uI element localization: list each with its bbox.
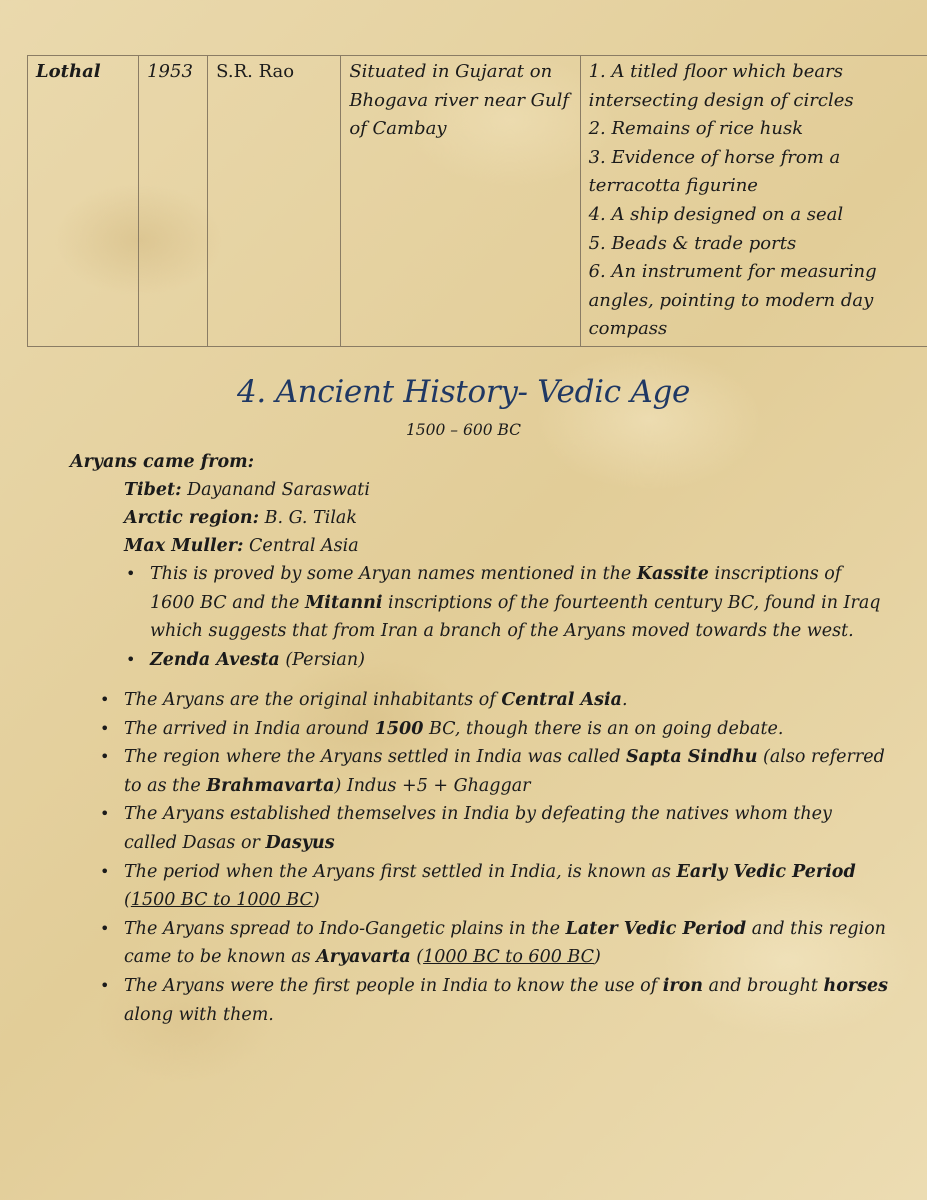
keyword: Mitanni [304, 592, 383, 613]
keyword: Zenda Avesta [150, 649, 280, 670]
list-item: • The arrived in India around 1500 BC, though there is an on going debate. [98, 715, 888, 744]
excavator-cell: S.R. Rao [208, 56, 341, 347]
feature-item: 6. An instrument for measuring angles, pointing to modern day compass [588, 261, 877, 340]
origin-tibet [124, 476, 370, 505]
list-item: • The Aryans were the first people in India to know the use of iron and brought horses along with them. [98, 972, 888, 1029]
features-cell [580, 56, 927, 347]
list-item: • The region where the Aryans settled in India was called Sapta Sindhu (also referred to as the Brahmavarta) Indus +5 + Ghaggar [98, 743, 888, 800]
keyword: 1500 [374, 718, 424, 739]
date-range: 1500 BC to 1000 BC [130, 890, 313, 911]
keyword: Aryavarta [316, 947, 411, 968]
keyword: Central Asia [501, 690, 622, 710]
list-item: • This is proved by some Aryan names mentioned in the Kassite inscriptions of 1600 BC and the Mitanni inscriptions of the fourteenth century BC, found in Iraq which suggests that from Iran a branch of the Aryans moved towards the west. [124, 560, 884, 646]
list-item: • The Aryans spread to Indo-Gangetic plains in the Later Vedic Period and this region came to be known as Aryavarta (1000 BC to 600 BC) [98, 915, 888, 972]
keyword: Later Vedic Period [565, 918, 747, 939]
keyword: Sapta Sindhu [626, 747, 758, 768]
keyword: Dasyus [265, 832, 335, 853]
year-cell: 1953 [139, 56, 208, 347]
origin-label: Max Muller: [124, 536, 244, 556]
keyword: Brahmavarta [206, 775, 335, 796]
list-item: • The Aryans established themselves in India by defeating the natives whom they called Dasas or Dasyus [98, 800, 888, 857]
origin-value: Central Asia [243, 536, 359, 556]
origins-heading: Aryans came from: [70, 452, 255, 472]
origin-label: Tibet: [124, 480, 182, 500]
keyword: iron [662, 975, 703, 996]
list-item: • Zenda Avesta (Persian) [124, 646, 884, 675]
origin-evidence-list [124, 560, 884, 674]
origin-value: Dayanand Saraswati [181, 480, 370, 500]
section-title: 4. Ancient History- Vedic Age [236, 374, 691, 410]
aryan-facts-list [98, 686, 888, 1029]
list-item: • The period when the Aryans first settled in India, is known as Early Vedic Period (1500 BC to 1000 BC) [98, 858, 888, 915]
feature-item: 3. Evidence of horse from a terracotta figurine [588, 146, 841, 197]
location-cell: Situated in Gujarat on Bhogava river near Gulf of Cambay [341, 56, 580, 347]
keyword: Kassite [636, 564, 709, 584]
keyword: horses [823, 975, 888, 996]
harappan-sites-table [27, 55, 927, 347]
origin-value: B. G. Tilak [259, 508, 357, 528]
section-date-range: 1500 – 600 BC [405, 421, 522, 439]
feature-item: 5. Beads & trade ports [588, 232, 797, 254]
list-item: • The Aryans are the original inhabitants of Central Asia. [98, 686, 888, 715]
feature-item: 2. Remains of rice husk [588, 118, 804, 140]
origin-arctic [124, 504, 357, 533]
origin-max-muller [124, 532, 359, 561]
keyword: Early Vedic Period [676, 861, 856, 882]
feature-item: 4. A ship designed on a seal [588, 203, 844, 225]
site-name-cell: Lothal [28, 56, 139, 347]
feature-item: 1. A titled floor which bears intersecting design of circles [588, 61, 854, 111]
table-row [28, 56, 927, 347]
date-range: 1000 BC to 600 BC [423, 947, 594, 968]
origin-label: Arctic region: [124, 508, 260, 528]
